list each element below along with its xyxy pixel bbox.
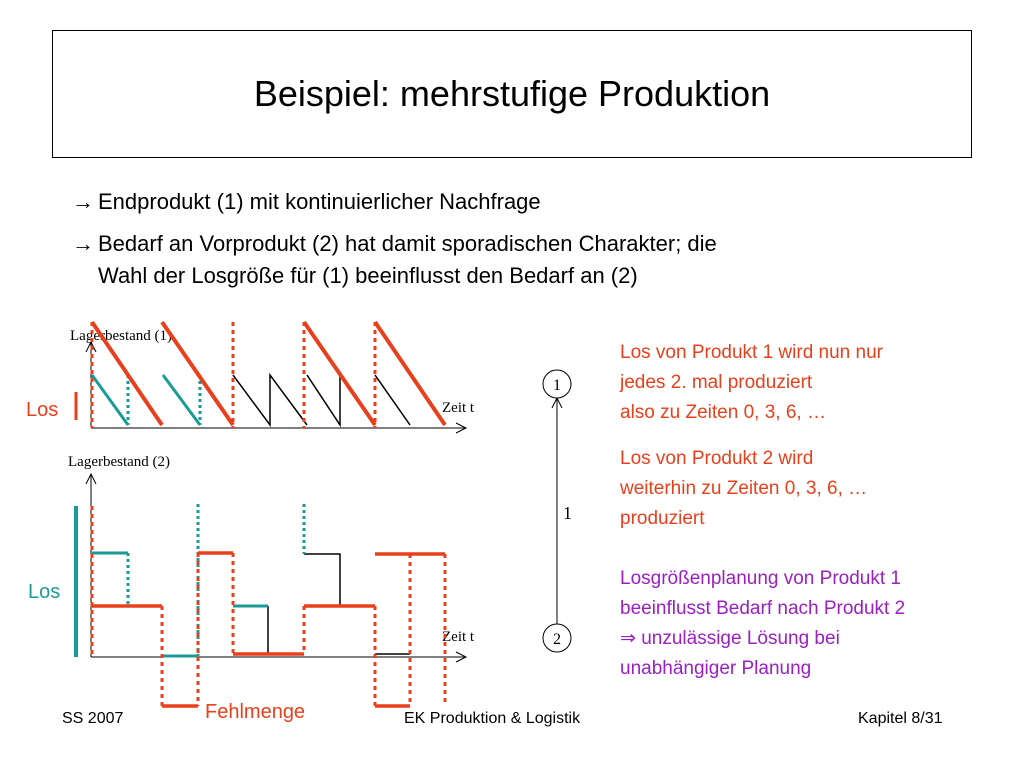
footer-chapter: Kapitel 8/31 — [858, 710, 943, 727]
note3-line1: Losgrößenplanung von Produkt 1 — [620, 568, 901, 589]
note1-line3: also zu Zeiten 0, 3, 6, … — [620, 402, 826, 423]
chart1 — [26, 322, 475, 433]
chart1-xlabel: Zeit t — [442, 400, 475, 416]
chart2-shortage-label: Fehlmenge — [205, 701, 306, 723]
chart2 — [28, 454, 475, 723]
note1-line2: jedes 2. mal produziert — [620, 372, 813, 393]
node-product-1-label: 1 — [553, 377, 561, 394]
note2-line3: produziert — [620, 508, 705, 529]
bullet-1-text: Endprodukt (1) mit kontinuierlicher Nachfrage — [98, 189, 541, 214]
note2-line1: Los von Produkt 2 wird — [620, 448, 814, 469]
note1-line1: Los von Produkt 1 wird nun nur — [620, 342, 883, 363]
chart2-teal-dotted — [128, 504, 304, 656]
arrow-right-icon: → — [72, 231, 94, 256]
bullet-2-text-line2: Wahl der Losgröße für (1) beeinflusst den Bedarf an (2) — [98, 263, 638, 288]
chart2-los-label: Los — [28, 581, 61, 603]
footer-semester: SS 2007 — [62, 710, 124, 727]
product-network — [543, 370, 572, 652]
chart2-ylabel: Lagerbestand (2) — [68, 454, 171, 470]
note2-line2: weiterhin zu Zeiten 0, 3, 6, … — [620, 478, 868, 499]
chart1-demand-sawtooth — [233, 375, 410, 425]
note3-line4: unabhängiger Planung — [620, 658, 812, 679]
note-lot-sizing — [620, 564, 905, 684]
chart2-xlabel: Zeit t — [442, 629, 475, 645]
slide-title: Beispiel: mehrstufige Produktion — [253, 73, 771, 114]
arrow-right-icon: → — [72, 189, 94, 214]
note3-line3: ⇒ unzulässige Lösung bei — [620, 628, 840, 649]
node-product-2-label: 2 — [553, 631, 561, 648]
chart2-stock-black — [268, 554, 410, 654]
note-product-1 — [620, 338, 883, 428]
note-product-2 — [620, 444, 867, 534]
network-edge-label: 1 — [563, 503, 572, 523]
chart1-ylabel: Lagerbestand (1) — [70, 328, 173, 344]
chart1-los-label: Los — [26, 399, 59, 421]
bullet-2-text-line1: Bedarf an Vorprodukt (2) hat damit sporadischen Charakter; die — [98, 231, 717, 256]
footer-course: EK Produktion & Logistik — [404, 710, 581, 727]
note3-line2: beeinflusst Bedarf nach Produkt 2 — [620, 598, 906, 619]
